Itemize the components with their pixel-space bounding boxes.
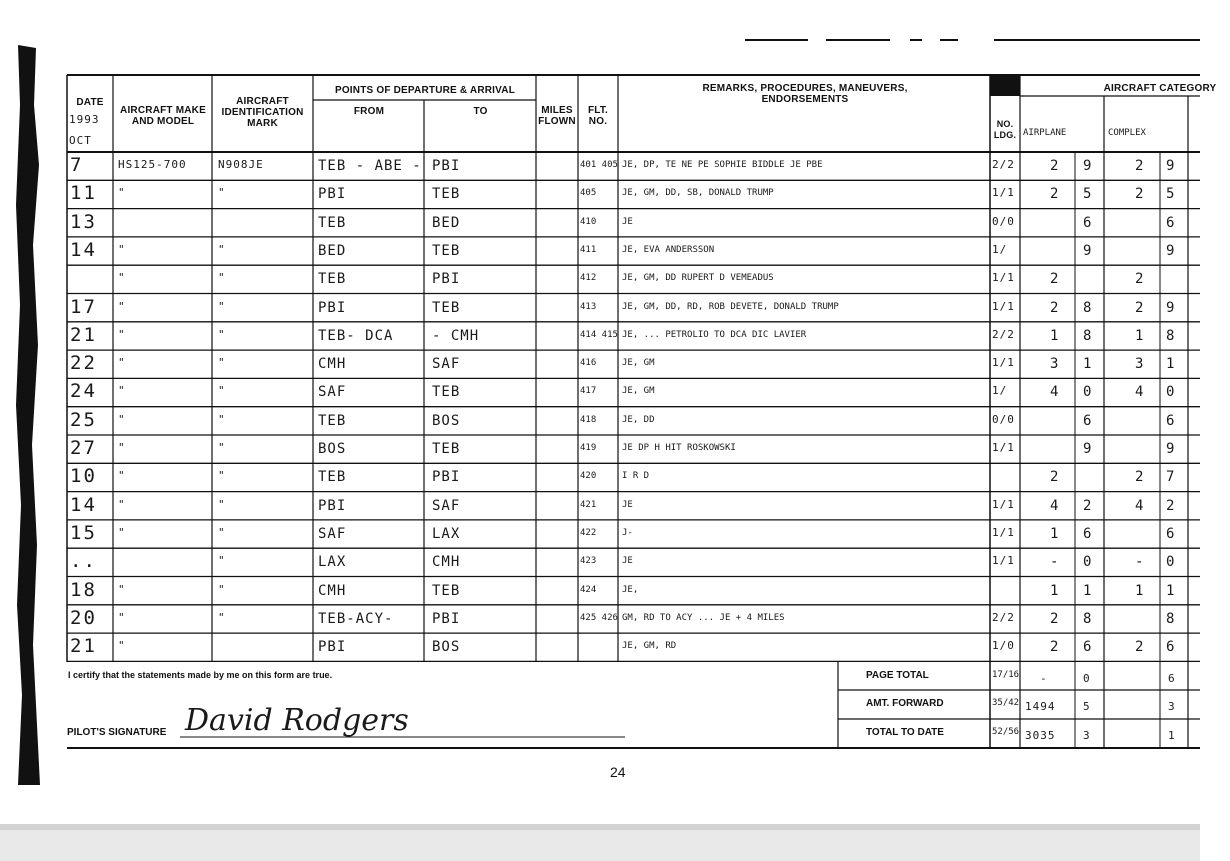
row-aircraft-mark: " bbox=[218, 412, 226, 426]
row-aircraft-mark: " bbox=[218, 384, 226, 398]
row-flight-number: 411 bbox=[580, 244, 597, 255]
row-complex-tenths: 6 bbox=[1166, 412, 1176, 429]
row-flight-number: 410 bbox=[580, 216, 597, 227]
row-to: BOS bbox=[432, 412, 461, 429]
total-to-date-airplane: 3035 bbox=[1025, 729, 1056, 742]
row-complex-tenths: 2 bbox=[1166, 497, 1176, 514]
row-landings: 0/0 bbox=[992, 412, 1015, 426]
row-complex-tenths: 6 bbox=[1166, 639, 1176, 656]
row-landings: 2/2 bbox=[992, 327, 1015, 341]
row-to: PBI bbox=[432, 271, 461, 288]
row-remarks: JE bbox=[622, 499, 633, 510]
row-from: PBI bbox=[318, 639, 347, 656]
row-flight-number: 401 405 bbox=[580, 160, 618, 170]
row-airplane-hours: 2 bbox=[1050, 639, 1060, 656]
header-aircraft-category: AIRCRAFT CATEGORY bbox=[1103, 83, 1217, 94]
row-from: PBI bbox=[318, 299, 347, 316]
row-aircraft-mark: " bbox=[218, 582, 226, 596]
row-aircraft-mark: " bbox=[218, 186, 226, 200]
row-from: CMH bbox=[318, 582, 347, 599]
row-date: 11 bbox=[70, 182, 97, 205]
row-remarks: JE, EVA ANDERSSON bbox=[622, 244, 715, 255]
row-from: PBI bbox=[318, 186, 347, 203]
row-remarks: J- bbox=[622, 527, 633, 538]
row-date: 14 bbox=[70, 238, 97, 261]
row-date: 21 bbox=[70, 635, 97, 658]
row-complex-hours: 1 bbox=[1135, 327, 1145, 344]
row-complex-tenths: 9 bbox=[1166, 242, 1176, 259]
row-complex-tenths: 8 bbox=[1166, 610, 1176, 627]
row-to: TEB bbox=[432, 441, 461, 457]
row-aircraft-mark: " bbox=[218, 356, 226, 370]
pilot-signature: David Rodgers bbox=[185, 703, 409, 738]
row-airplane-tenths: 1 bbox=[1083, 582, 1093, 599]
row-airplane-hours: 1 bbox=[1050, 525, 1060, 542]
row-airplane-hours: 4 bbox=[1050, 497, 1060, 514]
row-aircraft-make: " bbox=[118, 639, 126, 653]
row-airplane-tenths: 6 bbox=[1083, 214, 1093, 231]
row-remarks: JE, GM, DD, RD, ROB DEVETE, DONALD TRUMP bbox=[622, 301, 839, 312]
row-from: TEB- DCA bbox=[318, 327, 394, 344]
row-aircraft-make: " bbox=[118, 356, 126, 370]
row-to: SAF bbox=[432, 356, 461, 373]
row-complex-tenths: 7 bbox=[1166, 469, 1176, 486]
row-aircraft-make: " bbox=[118, 242, 126, 256]
total-to-date-label: TOTAL TO DATE bbox=[866, 727, 944, 738]
row-date: 14 bbox=[70, 493, 97, 516]
row-from: BOS bbox=[318, 441, 347, 457]
row-aircraft-make: " bbox=[118, 327, 126, 341]
row-date: 13 bbox=[70, 210, 97, 233]
row-aircraft-make: " bbox=[118, 469, 126, 483]
row-complex-tenths: 8 bbox=[1166, 327, 1176, 344]
row-landings: 1/1 bbox=[992, 356, 1015, 370]
row-airplane-hours: 4 bbox=[1050, 384, 1060, 401]
header-date: DATE bbox=[76, 97, 104, 108]
row-airplane-tenths: 9 bbox=[1083, 441, 1093, 457]
row-airplane-hours: 2 bbox=[1050, 186, 1060, 203]
row-complex-tenths: 6 bbox=[1166, 525, 1176, 542]
row-complex-hours: 2 bbox=[1135, 271, 1145, 288]
row-complex-hours: 2 bbox=[1135, 186, 1145, 203]
row-aircraft-mark: " bbox=[218, 497, 226, 511]
row-aircraft-mark: " bbox=[218, 554, 226, 568]
row-aircraft-mark: " bbox=[218, 299, 226, 313]
header-year: 1993 bbox=[69, 113, 100, 126]
certification-statement: I certify that the statements made by me on this form are true. bbox=[68, 670, 333, 680]
page-number: 24 bbox=[610, 764, 626, 780]
row-complex-tenths: 6 bbox=[1166, 214, 1176, 231]
row-remarks: JE, GM, RD bbox=[622, 641, 677, 652]
row-remarks: GM, RD TO ACY ... JE + 4 MILES bbox=[622, 612, 785, 623]
row-complex-hours: 2 bbox=[1135, 299, 1145, 316]
row-landings: 1/ bbox=[992, 384, 1008, 398]
row-remarks: JE, GM bbox=[622, 358, 655, 369]
row-date: 10 bbox=[70, 465, 97, 488]
row-aircraft-mark: " bbox=[218, 610, 226, 624]
row-airplane-hours: 1 bbox=[1050, 582, 1060, 599]
page-total-landings: 17/16 bbox=[992, 670, 1020, 680]
row-complex-hours: - bbox=[1135, 554, 1145, 571]
row-flight-number: 414 415 bbox=[580, 329, 618, 340]
row-remarks: JE, GM, DD, SB, DONALD TRUMP bbox=[622, 188, 774, 199]
row-airplane-hours: 2 bbox=[1050, 469, 1060, 486]
header-to: TO bbox=[473, 106, 488, 117]
row-airplane-tenths: 8 bbox=[1083, 610, 1093, 627]
row-date: 27 bbox=[70, 437, 97, 459]
row-from: SAF bbox=[318, 525, 347, 542]
row-complex-tenths: 9 bbox=[1166, 158, 1176, 174]
row-airplane-tenths: 0 bbox=[1083, 384, 1093, 401]
row-landings: 1/1 bbox=[992, 271, 1015, 285]
row-from: TEB bbox=[318, 214, 347, 231]
row-airplane-hours: 2 bbox=[1050, 158, 1060, 174]
row-flight-number: 421 bbox=[580, 499, 597, 510]
row-from: TEB-ACY- bbox=[318, 610, 394, 627]
header-miles-flown: MILES FLOWN bbox=[538, 105, 576, 127]
row-airplane-hours: 2 bbox=[1050, 610, 1060, 627]
total-to-date-landings: 52/56 bbox=[992, 727, 1020, 737]
row-aircraft-mark: " bbox=[218, 441, 226, 454]
row-date: 25 bbox=[70, 408, 97, 431]
row-remarks: JE bbox=[622, 556, 633, 567]
row-landings: 1/1 bbox=[992, 441, 1015, 454]
row-to: SAF bbox=[432, 497, 461, 514]
row-date: 24 bbox=[70, 380, 97, 403]
row-to: BED bbox=[432, 214, 461, 231]
row-complex-hours: 2 bbox=[1135, 158, 1145, 174]
row-from: TEB - ABE - bbox=[318, 158, 422, 174]
row-landings: 1/1 bbox=[992, 186, 1015, 200]
row-airplane-tenths: 9 bbox=[1083, 158, 1093, 174]
row-complex-hours: 4 bbox=[1135, 384, 1145, 401]
row-date: 17 bbox=[70, 295, 97, 318]
header-flt-no: FLT. NO. bbox=[587, 105, 609, 127]
row-flight-number: 422 bbox=[580, 527, 597, 538]
row-to: TEB bbox=[432, 299, 461, 316]
header-month: OCT bbox=[69, 134, 92, 147]
row-from: TEB bbox=[318, 271, 347, 288]
row-airplane-tenths: 9 bbox=[1083, 242, 1093, 259]
row-aircraft-mark: " bbox=[218, 271, 226, 285]
row-aircraft-make: " bbox=[118, 610, 126, 624]
row-flight-number: 416 bbox=[580, 358, 597, 369]
row-flight-number: 419 bbox=[580, 443, 597, 453]
pilot-signature-label: PILOT'S SIGNATURE bbox=[67, 727, 167, 738]
row-airplane-hours: 2 bbox=[1050, 299, 1060, 316]
amt-forward-airplane: 1494 bbox=[1025, 700, 1056, 713]
row-remarks: JE, DD bbox=[622, 414, 655, 425]
row-complex-hours: 2 bbox=[1135, 469, 1145, 486]
row-remarks: JE, GM, DD RUPERT D VEMEADUS bbox=[622, 273, 774, 284]
header-no-ldg: NO. LDG. bbox=[993, 119, 1017, 140]
row-aircraft-mark: " bbox=[218, 525, 226, 539]
amt-forward-label: AMT. FORWARD bbox=[866, 698, 944, 709]
row-from: LAX bbox=[318, 554, 347, 571]
row-airplane-tenths: 2 bbox=[1083, 497, 1093, 514]
row-flight-number: 412 bbox=[580, 273, 597, 284]
row-flight-number: 420 bbox=[580, 471, 597, 482]
row-aircraft-mark: " bbox=[218, 327, 226, 341]
total-to-date-airplane-tenths: 3 bbox=[1083, 729, 1091, 742]
header-from: FROM bbox=[353, 106, 385, 117]
row-landings: 2/2 bbox=[992, 610, 1015, 624]
row-flight-number: 424 bbox=[580, 584, 597, 595]
viewer-bottom-bar bbox=[0, 824, 1200, 861]
row-aircraft-make: " bbox=[118, 441, 126, 454]
row-landings: 1/ bbox=[992, 242, 1008, 256]
row-complex-hours: 2 bbox=[1135, 639, 1145, 656]
header-category-complex: COMPLEX bbox=[1108, 128, 1146, 138]
row-complex-tenths: 0 bbox=[1166, 554, 1176, 571]
row-from: TEB bbox=[318, 469, 347, 486]
row-from: CMH bbox=[318, 356, 347, 373]
row-complex-hours: 3 bbox=[1135, 356, 1145, 373]
row-airplane-tenths: 8 bbox=[1083, 299, 1093, 316]
row-date: 7 bbox=[70, 154, 84, 176]
row-to: PBI bbox=[432, 610, 461, 627]
row-complex-hours: 1 bbox=[1135, 582, 1145, 599]
row-airplane-tenths: 1 bbox=[1083, 356, 1093, 373]
row-remarks: JE, bbox=[622, 584, 639, 595]
row-complex-tenths: 9 bbox=[1166, 299, 1176, 316]
row-from: BED bbox=[318, 242, 347, 259]
row-complex-tenths: 9 bbox=[1166, 441, 1176, 457]
row-complex-tenths: 1 bbox=[1166, 582, 1176, 599]
row-to: - CMH bbox=[432, 327, 480, 344]
row-from: PBI bbox=[318, 497, 347, 514]
row-to: TEB bbox=[432, 242, 461, 259]
row-aircraft-make: " bbox=[118, 271, 126, 285]
row-remarks: JE, GM bbox=[622, 386, 655, 397]
row-from: SAF bbox=[318, 384, 347, 401]
row-airplane-hours: 2 bbox=[1050, 271, 1060, 288]
row-aircraft-make: " bbox=[118, 299, 126, 313]
header-category-airplane: AIRPLANE bbox=[1023, 128, 1067, 138]
row-date: 20 bbox=[70, 606, 97, 629]
row-landings: 2/2 bbox=[992, 158, 1015, 171]
row-landings: 1/1 bbox=[992, 299, 1015, 313]
row-complex-tenths: 5 bbox=[1166, 186, 1176, 203]
row-aircraft-make: " bbox=[118, 384, 126, 398]
row-airplane-tenths: 5 bbox=[1083, 186, 1093, 203]
row-to: TEB bbox=[432, 384, 461, 401]
row-airplane-tenths: 6 bbox=[1083, 639, 1093, 656]
row-airplane-hours: 3 bbox=[1050, 356, 1060, 373]
row-aircraft-make: " bbox=[118, 186, 126, 200]
row-aircraft-mark: N908JE bbox=[218, 158, 264, 171]
row-aircraft-make: " bbox=[118, 412, 126, 426]
row-flight-number: 423 bbox=[580, 556, 597, 567]
row-aircraft-mark: " bbox=[218, 242, 226, 256]
row-remarks: I R D bbox=[622, 471, 650, 482]
row-landings: 1/1 bbox=[992, 554, 1015, 568]
row-date: .. bbox=[70, 550, 97, 573]
page-total-label: PAGE TOTAL bbox=[866, 670, 929, 681]
amt-forward-airplane-tenths: 5 bbox=[1083, 700, 1091, 713]
row-aircraft-make: " bbox=[118, 497, 126, 511]
row-complex-hours: 4 bbox=[1135, 497, 1145, 514]
row-to: TEB bbox=[432, 186, 461, 203]
row-airplane-tenths: 0 bbox=[1083, 554, 1093, 571]
row-flight-number: 417 bbox=[580, 386, 597, 397]
row-aircraft-mark: " bbox=[218, 469, 226, 483]
row-airplane-tenths: 8 bbox=[1083, 327, 1093, 344]
row-airplane-hours: 1 bbox=[1050, 327, 1060, 344]
row-remarks: JE, ... PETROLIO TO DCA DIC LAVIER bbox=[622, 329, 807, 340]
row-landings: 1/0 bbox=[992, 639, 1015, 653]
row-date: 18 bbox=[70, 578, 97, 601]
row-to: PBI bbox=[432, 469, 461, 486]
total-to-date-complex-tenths: 1 bbox=[1168, 729, 1176, 742]
row-date: 15 bbox=[70, 521, 97, 544]
row-airplane-tenths: 6 bbox=[1083, 525, 1093, 542]
row-landings: 0/0 bbox=[992, 214, 1015, 228]
row-aircraft-make: " bbox=[118, 582, 126, 596]
page-total-complex-tenths: 6 bbox=[1168, 672, 1176, 685]
row-aircraft-make: " bbox=[118, 525, 126, 539]
row-remarks: JE bbox=[622, 216, 633, 227]
amt-forward-complex-tenths: 3 bbox=[1168, 700, 1176, 713]
header-remarks: REMARKS, PROCEDURES, MANEUVERS, ENDORSEMENTS bbox=[702, 83, 908, 105]
row-remarks: JE, DP, TE NE PE SOPHIE BIDDLE JE PBE bbox=[622, 160, 823, 170]
row-landings: 1/1 bbox=[992, 497, 1015, 511]
row-to: TEB bbox=[432, 582, 461, 599]
row-airplane-tenths: 6 bbox=[1083, 412, 1093, 429]
row-to: PBI bbox=[432, 158, 461, 174]
row-flight-number: 418 bbox=[580, 414, 597, 425]
row-to: LAX bbox=[432, 525, 461, 542]
row-flight-number: 413 bbox=[580, 301, 597, 312]
row-complex-tenths: 1 bbox=[1166, 356, 1176, 373]
row-to: CMH bbox=[432, 554, 461, 571]
row-landings: 1/1 bbox=[992, 525, 1015, 539]
row-date: 21 bbox=[70, 323, 97, 346]
row-to: BOS bbox=[432, 639, 461, 656]
row-from: TEB bbox=[318, 412, 347, 429]
page-total-airplane-tenths: 0 bbox=[1083, 672, 1091, 685]
row-date: 22 bbox=[70, 352, 97, 375]
page-total-airplane: - bbox=[1040, 672, 1048, 685]
row-airplane-hours: - bbox=[1050, 554, 1060, 571]
row-flight-number: 405 bbox=[580, 188, 597, 199]
header-aircraft-make: AIRCRAFT MAKE AND MODEL bbox=[120, 105, 206, 127]
amt-forward-landings: 35/42 bbox=[992, 698, 1020, 708]
row-aircraft-make: HS125-700 bbox=[118, 158, 187, 171]
row-flight-number: 425 426 bbox=[580, 612, 618, 623]
header-points: POINTS OF DEPARTURE & ARRIVAL bbox=[334, 85, 516, 96]
row-complex-tenths: 0 bbox=[1166, 384, 1176, 401]
row-remarks: JE DP H HIT ROSKOWSKI bbox=[622, 443, 736, 453]
header-aircraft-id: AIRCRAFT IDENTIFICATION MARK bbox=[221, 96, 304, 129]
